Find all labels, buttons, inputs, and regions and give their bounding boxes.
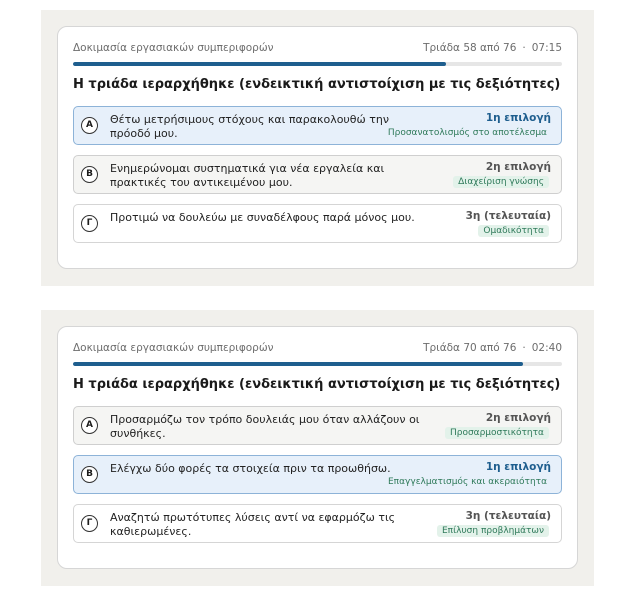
- timer: 07:15: [531, 42, 562, 54]
- progress-meta: [423, 342, 562, 354]
- rank-label: 2η επιλογή: [485, 412, 551, 424]
- triad-result-card: [57, 326, 578, 569]
- option-text: Προσαρμόζω τον τρόπο δουλειάς μου όταν αλλάζουν οι συνθήκες.: [110, 413, 420, 440]
- option-text: Αναζητώ πρωτότυπες λύσεις αντί να εφαρμόζω τις καθιερωμένες.: [110, 511, 396, 538]
- option-c[interactable]: [73, 504, 562, 543]
- separator: ·: [522, 42, 526, 54]
- skill-tag: Διαχείριση γνώσης: [453, 176, 549, 188]
- rank-label: 3η (τελευταία): [465, 510, 551, 522]
- rank-label: 2η επιλογή: [485, 161, 551, 173]
- triad-result-card: [57, 26, 578, 269]
- progress-bar: [73, 362, 562, 366]
- option-a[interactable]: [73, 406, 562, 445]
- progress-text: Τριάδα 58 από 76: [423, 42, 517, 54]
- skill-tag: Επαγγελματισμός και ακεραιότητα: [388, 477, 547, 487]
- test-title: Δοκιμασία εργασιακών συμπεριφορών: [73, 342, 274, 354]
- progress-bar-fill: [73, 62, 446, 66]
- skill-tag: Προσαρμοστικότητα: [445, 427, 549, 439]
- option-text: Ενημερώνομαι συστηματικά για νέα εργαλεία και πρακτικές του αντικειμένου μου.: [110, 162, 385, 189]
- option-text: Προτιμώ να δουλεύω με συναδέλφους παρά μόνος μου.: [110, 211, 415, 224]
- card-header: [73, 42, 562, 56]
- skill-tag: Ομαδικότητα: [478, 225, 549, 237]
- test-title: Δοκιμασία εργασιακών συμπεριφορών: [73, 42, 274, 54]
- result-heading: Η τριάδα ιεραρχήθηκε (ενδεικτική αντιστοίχιση με τις δεξιότητες): [73, 77, 561, 92]
- progress-text: Τριάδα 70 από 76: [423, 342, 517, 354]
- option-letter-badge: Α: [81, 117, 98, 134]
- option-text: Ελέγχω δύο φορές τα στοιχεία πριν τα προωθήσω.: [110, 462, 391, 475]
- rank-label: 1η επιλογή: [485, 461, 551, 473]
- rank-label: 3η (τελευταία): [465, 210, 551, 222]
- progress-bar: [73, 62, 562, 66]
- option-letter-badge: Α: [81, 417, 98, 434]
- option-b[interactable]: [73, 155, 562, 194]
- card-header: [73, 342, 562, 356]
- option-b[interactable]: [73, 455, 562, 494]
- option-letter-badge: Γ: [81, 515, 98, 532]
- option-a[interactable]: [73, 106, 562, 145]
- rank-label: 1η επιλογή: [485, 112, 551, 124]
- option-text: Θέτω μετρήσιμους στόχους και παρακολουθώ την πρόοδό μου.: [110, 113, 389, 140]
- option-c[interactable]: [73, 204, 562, 243]
- option-letter-badge: Β: [81, 466, 98, 483]
- progress-meta: [423, 42, 562, 54]
- option-letter-badge: Β: [81, 166, 98, 183]
- skill-tag: Προσανατολισμός στο αποτέλεσμα: [387, 128, 547, 138]
- screen-panel-1: [41, 10, 594, 286]
- screen-panel-2: [41, 310, 594, 586]
- option-letter-badge: Γ: [81, 215, 98, 232]
- timer: 02:40: [531, 342, 562, 354]
- separator: ·: [522, 342, 526, 354]
- skill-tag: Επίλυση προβλημάτων: [437, 525, 549, 537]
- result-heading: Η τριάδα ιεραρχήθηκε (ενδεικτική αντιστοίχιση με τις δεξιότητες): [73, 377, 561, 392]
- progress-bar-fill: [73, 362, 523, 366]
